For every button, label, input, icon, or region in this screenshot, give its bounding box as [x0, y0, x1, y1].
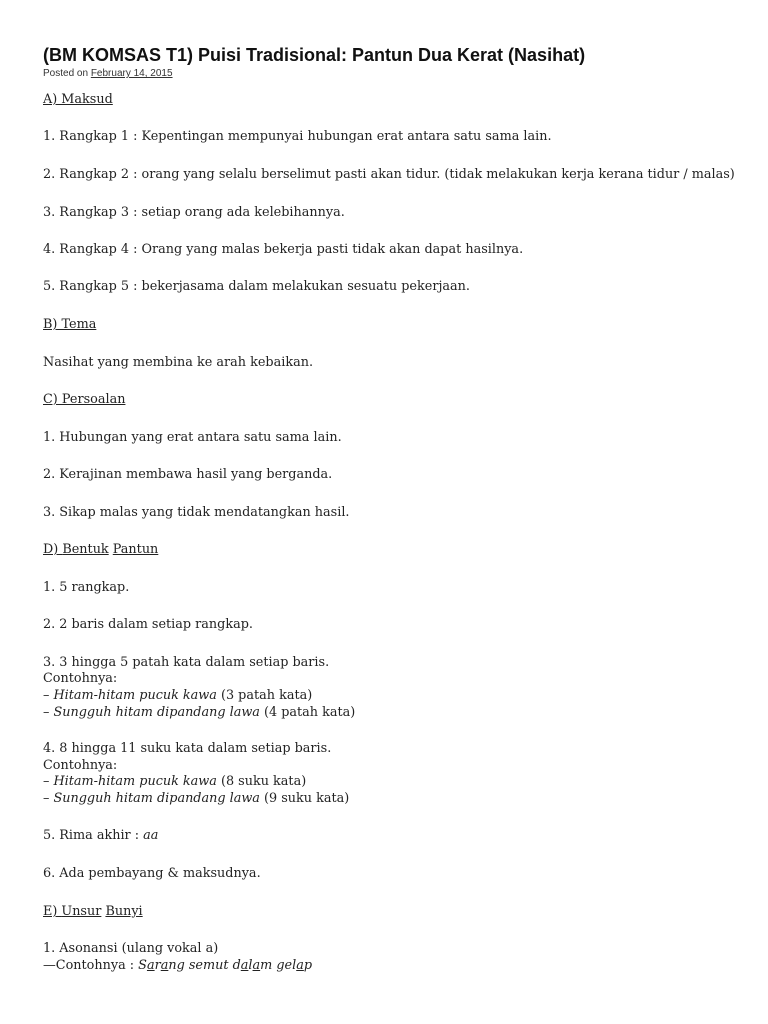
bentuk-item-3-example-label: Contohnya:: [43, 671, 118, 686]
maksud-item-5: 5. Rangkap 5 : bekerjasama dalam melakukan sesuatu pekerjaan.: [43, 279, 470, 294]
persoalan-item-2: 2. Kerajinan membawa hasil yang berganda.: [43, 467, 333, 482]
bentuk-item-3-example-2: – Sungguh hitam dipandang lawa (4 patah kata): [43, 705, 356, 720]
pantun-link[interactable]: Pantun: [112, 542, 159, 557]
section-d-heading: D) Bentuk Pantun: [43, 542, 159, 557]
bentuk-item-4: 4. 8 hingga 11 suku kata dalam setiap baris.: [43, 741, 332, 756]
bentuk-item-3-example-1: – Hitam-hitam pucuk kawa (3 patah kata): [43, 688, 313, 703]
section-b-heading: B) Tema: [43, 317, 97, 332]
maksud-item-1: 1. Rangkap 1 : Kepentingan mempunyai hubungan erat antara satu sama lain.: [43, 129, 552, 144]
posted-on-label: Posted on: [43, 68, 89, 79]
section-c-heading: C) Persoalan: [43, 392, 126, 407]
unsur-bunyi-example: —Contohnya : Sarang semut dalam gelap: [43, 958, 313, 973]
bentuk-item-4-example-2: – Sungguh hitam dipandang lawa (9 suku kata): [43, 791, 350, 806]
bentuk-item-4-example-label: Contohnya:: [43, 758, 118, 773]
persoalan-item-1: 1. Hubungan yang erat antara satu sama lain.: [43, 430, 342, 445]
unsur-link[interactable]: Unsur: [61, 904, 102, 919]
section-a-heading: A) Maksud: [43, 92, 113, 107]
bentuk-item-2: 2. 2 baris dalam setiap rangkap.: [43, 617, 253, 632]
bentuk-item-1: 1. 5 rangkap.: [43, 580, 130, 595]
post-date-link[interactable]: February 14, 2015: [90, 68, 173, 79]
persoalan-item-3: 3. Sikap malas yang tidak mendatangkan hasil.: [43, 505, 350, 520]
bunyi-link[interactable]: Bunyi: [105, 904, 143, 919]
bentuk-item-4-example-1: – Hitam-hitam pucuk kawa (8 suku kata): [43, 774, 307, 789]
bentuk-item-3: 3. 3 hingga 5 patah kata dalam setiap baris.: [43, 655, 330, 670]
maksud-item-4: 4. Rangkap 4 : Orang yang malas bekerja pasti tidak akan dapat hasilnya.: [43, 242, 524, 257]
unsur-bunyi-item-1: 1. Asonansi (ulang vokal a): [43, 941, 219, 956]
bentuk-item-6: 6. Ada pembayang & maksudnya.: [43, 866, 261, 881]
asonansi-example-verse: Sarang semut dalam gelap: [138, 958, 313, 973]
tema-text: Nasihat yang membina ke arah kebaikan.: [43, 355, 314, 370]
bentuk-item-5: 5. Rima akhir : aa: [43, 828, 159, 843]
maksud-item-3: 3. Rangkap 3 : setiap orang ada kelebihannya.: [43, 205, 345, 220]
section-e-heading: E) Unsur Bunyi: [43, 904, 143, 919]
maksud-item-2: 2. Rangkap 2 : orang yang selalu berselimut pasti akan tidur. (tidak melakukan kerja kerana tidur / malas): [43, 167, 735, 182]
rima-akhir-value: aa: [143, 828, 159, 843]
post-meta: [43, 67, 173, 80]
bentuk-link[interactable]: Bentuk: [62, 542, 109, 557]
post-title: (BM KOMSAS T1) Puisi Tradisional: Pantun Dua Kerat (Nasihat): [43, 45, 586, 65]
